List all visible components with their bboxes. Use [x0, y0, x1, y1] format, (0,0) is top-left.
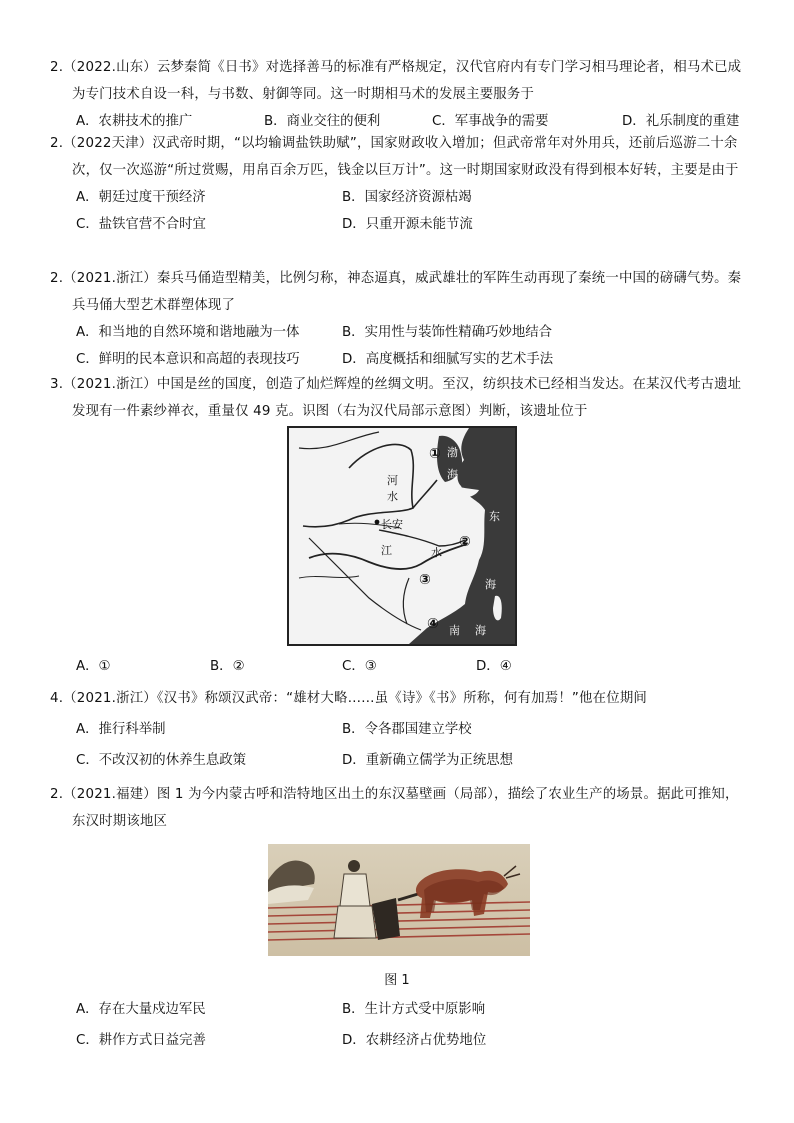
- map-label-east-sea-2: 海: [485, 578, 496, 591]
- option-d[interactable]: D．农耕经济占优势地位: [342, 1033, 487, 1048]
- question-4-options: [50, 653, 750, 680]
- options-row: [50, 184, 750, 211]
- map-marker-3: ③: [419, 572, 431, 588]
- options-row: [50, 996, 750, 1023]
- question-stem: 2.（2021.浙江）秦兵马俑造型精美，比例匀称，神态逼真，威武雄壮的军阵生动再现了秦统一中国的磅礴气势。秦兵马俑大型艺术群塑体现了: [50, 271, 742, 313]
- option-d[interactable]: D．只重开源未能节流: [342, 217, 473, 232]
- option-d[interactable]: D．高度概括和细腻写实的艺术手法: [342, 352, 554, 367]
- question-4: [50, 371, 750, 425]
- option-b[interactable]: B．②: [210, 659, 245, 674]
- map-label-river-he: 河: [387, 474, 398, 487]
- map-marker-1: ①: [429, 446, 441, 462]
- question-1: [50, 54, 750, 135]
- option-c[interactable]: C．耕作方式日益完善: [76, 1033, 206, 1048]
- option-a[interactable]: A．农耕技术的推广: [76, 114, 193, 129]
- option-b[interactable]: B．商业交往的便利: [264, 114, 381, 129]
- question-stem: 3.（2021.浙江）中国是丝的国度，创造了灿烂辉煌的丝绸文明。至汉，纺织技术已经相当发达。在某汉代考古遗址发现有一件素纱禅衣，重量仅 49 克。识图（右为汉代局部示意图）判断，该遗址位于: [50, 377, 742, 419]
- mural-image: [268, 844, 530, 956]
- option-a[interactable]: A．和当地的自然环境和谐地融为一体: [76, 325, 300, 340]
- question-stem: 2.（2021.福建）图 1 为今内蒙古呼和浩特地区出土的东汉墓壁画（局部），描绘了农业生产的场景。据此可推知，东汉时期该地区: [50, 787, 739, 829]
- map-label-south-sea-2: 海: [475, 624, 486, 637]
- options-row: [50, 211, 750, 238]
- question-stem: 2.（2022天津）汉武帝时期，“以均输调盐铁助赋”，国家财政收入增加；但武帝常年对外用兵，还前后巡游二十余次，仅一次巡游“所过赏赐，用帛百余万匹，钱金以巨万计”。这一时期国家财政没有得到根本好转，主要是由于: [50, 136, 739, 178]
- options-row: [50, 747, 750, 774]
- map-label-changan: 长安: [381, 518, 403, 531]
- question-2: [50, 130, 750, 238]
- option-a[interactable]: A．推行科举制: [76, 722, 166, 737]
- options-row: [50, 319, 750, 346]
- option-b[interactable]: B．国家经济资源枯竭: [342, 190, 472, 205]
- question-6: [50, 781, 750, 835]
- option-d[interactable]: D．礼乐制度的重建: [622, 114, 740, 129]
- question-5: [50, 685, 750, 774]
- map-label-south-sea-1: 南: [449, 624, 460, 637]
- option-c[interactable]: C．不改汉初的休养生息政策: [76, 753, 247, 768]
- question-stem: 4.（2021.浙江）《汉书》称颂汉武帝：“雄材大略……虽《诗》《书》所称，何有加焉！”他在位期间: [50, 691, 648, 706]
- han-map-figure: [287, 426, 517, 646]
- map-label-river-jiang: 江: [381, 544, 392, 557]
- map-label-river-jiang-2: 水: [431, 546, 442, 559]
- question-3: [50, 265, 750, 373]
- map-label-bohai-2: 海: [447, 468, 458, 481]
- option-a[interactable]: A．存在大量戍边军民: [76, 1002, 206, 1017]
- option-d[interactable]: D．④: [476, 659, 512, 674]
- options-row: [50, 346, 750, 373]
- map-label-river-he-2: 水: [387, 490, 398, 503]
- map-label-bohai-1: 渤: [447, 446, 458, 459]
- map-marker-4: ④: [427, 616, 439, 632]
- option-c[interactable]: C．③: [342, 659, 377, 674]
- question-stem: 2.（2022.山东）云梦秦简《日书》对选择善马的标准有严格规定，汉代官府内有专门学习相马理论者，相马术已成为专门技术自设一科，与书数、射御等同。这一时期相马术的发展主要服务于: [50, 60, 742, 102]
- option-b[interactable]: B．实用性与装饰性精确巧妙地结合: [342, 325, 553, 340]
- option-b[interactable]: B．生计方式受中原影响: [342, 1002, 486, 1017]
- map-label-east-sea: 东: [489, 510, 500, 523]
- option-a[interactable]: A．朝廷过度干预经济: [76, 190, 206, 205]
- question-6-options: [50, 996, 750, 1054]
- options-row: [50, 1027, 750, 1054]
- option-c[interactable]: C．军事战争的需要: [432, 114, 549, 129]
- option-c[interactable]: C．鲜明的民本意识和高超的表现技巧: [76, 352, 300, 367]
- option-d[interactable]: D．重新确立儒学为正统思想: [342, 753, 513, 768]
- option-c[interactable]: C．盐铁官营不合时宜: [76, 217, 206, 232]
- figure-caption: 图 1: [384, 973, 410, 988]
- option-a[interactable]: A．①: [76, 659, 111, 674]
- option-b[interactable]: B．令各郡国建立学校: [342, 722, 472, 737]
- options-row: [50, 716, 750, 743]
- map-marker-2: ②: [459, 534, 471, 550]
- options-row: [50, 653, 750, 680]
